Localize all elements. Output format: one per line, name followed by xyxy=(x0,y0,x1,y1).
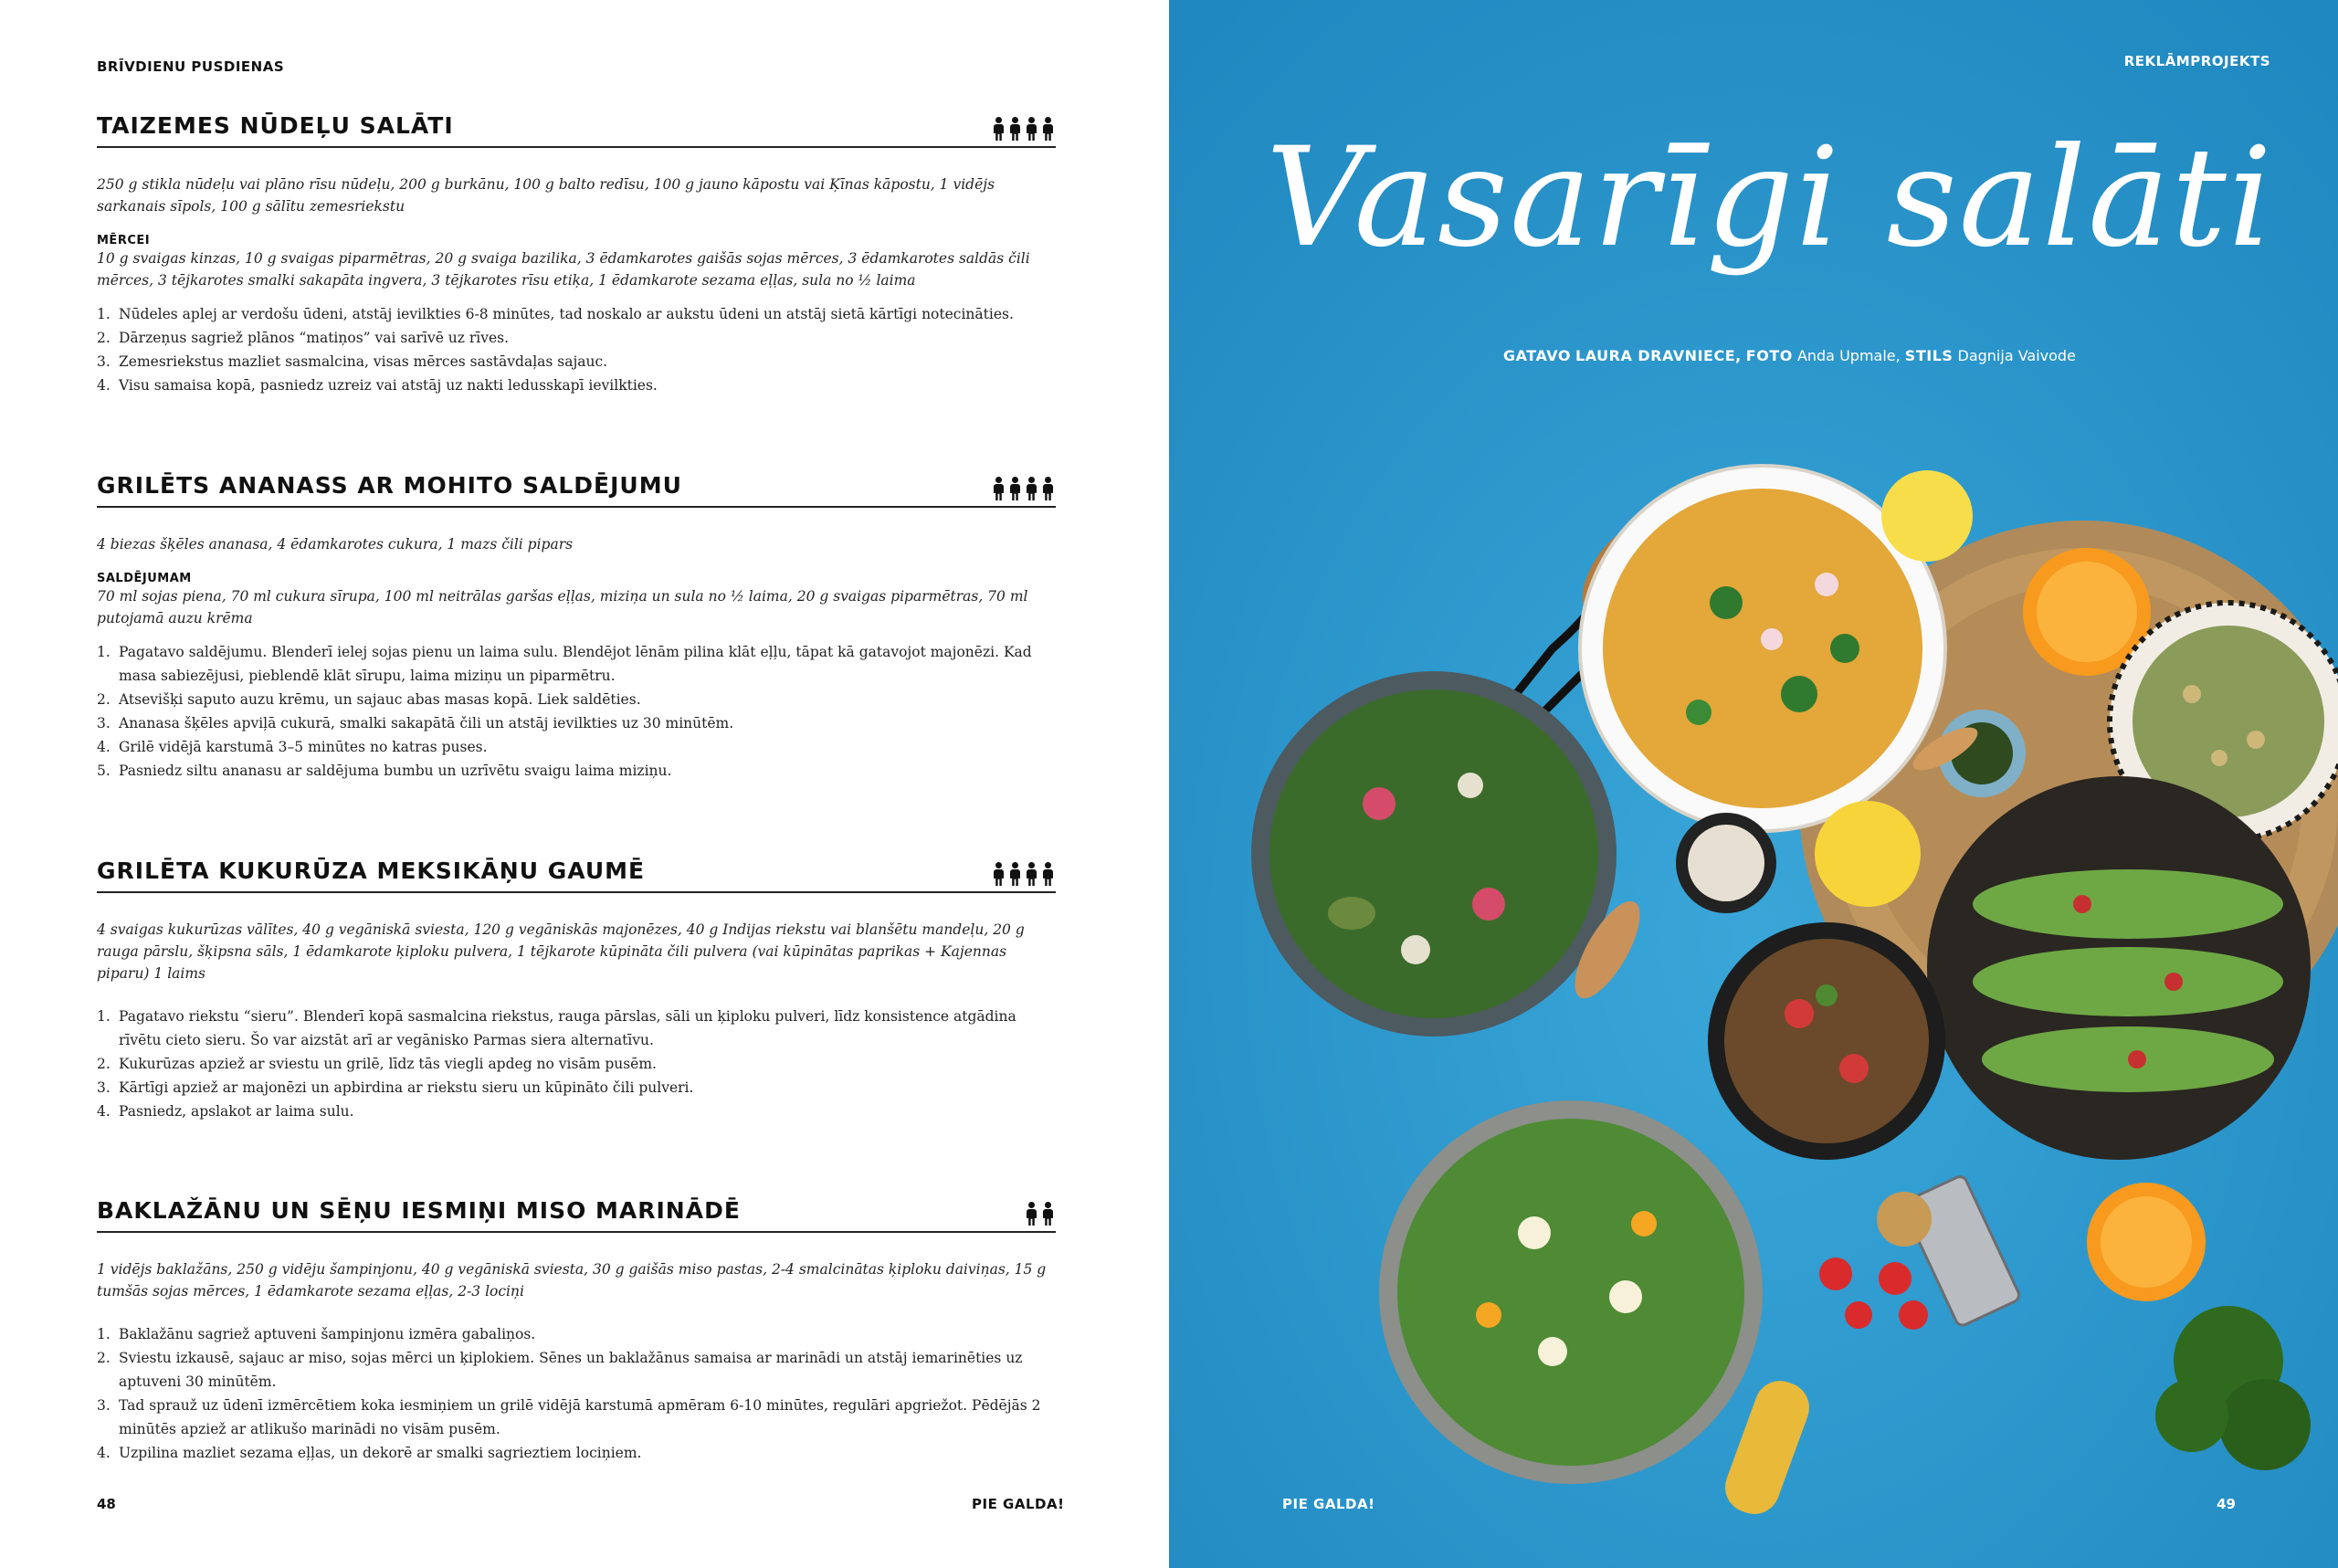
sub-ingredients: 70 ml sojas piena, 70 ml cukura sīrupa, 100 ml neitrālas garšas eļļas, miziņa un sula no ½ laima, 20 g svaigas piparmētras, 70 ml putojamā auzu krēma xyxy=(97,588,1028,626)
servings-indicator xyxy=(1026,1202,1054,1226)
step-number: 1. xyxy=(97,1008,111,1025)
step-text: Atsevišķi saputo auzu krēmu, un sajauc abas masas kopā. Liek saldēties. xyxy=(119,691,641,708)
recipe-steps xyxy=(97,640,1056,783)
credits xyxy=(1503,347,2076,364)
recipe-steps xyxy=(97,1322,1056,1465)
person-icon xyxy=(1042,862,1054,886)
step-text: Zemesriekstus mazliet sasmalcina, visas mērces sastāvdaļas sajauc. xyxy=(119,353,608,370)
person-icon xyxy=(1026,477,1037,500)
magazine-name-right: PIE GALDA! xyxy=(1282,1496,1375,1512)
green-salad-plate-left xyxy=(1251,671,1617,1037)
promo-label: REKLĀMPROJEKTS xyxy=(2123,53,2270,69)
recipe-title: BAKLAŽĀNU UN SĒŅU IESMIŅI MISO MARINĀDĒ xyxy=(97,1197,741,1224)
page-number-right: 49 xyxy=(2217,1496,2236,1512)
credit-name-style: Dagnija Vaivode xyxy=(1957,347,2076,364)
person-icon xyxy=(1009,862,1021,886)
step-text: Pasniedz, apslakot ar laima sulu. xyxy=(119,1103,354,1120)
recipe-grilled-pineapple xyxy=(97,462,1056,783)
person-icon xyxy=(993,862,1005,886)
step-text: Sviestu izkausē, sajauc ar miso, sojas mērci un ķiplokiem. Sēnes un baklažānus samaisa ar marinādi un atstāj iemarinēties uz aptuveni 30 minūtēm. xyxy=(119,1350,1023,1390)
person-icon xyxy=(1026,117,1037,141)
recipe-ingredients: 1 vidējs baklažāns, 250 g vidēju šampinjonu, 40 g vegāniskā sviesta, 30 g gaišās miso pastas, 2-4 smalcinātas ķiploku daiviņas, 15 g tumšās sojas mērces, 1 ēdamkarote sezama eļļas, 2-3 lociņi xyxy=(97,1261,1047,1300)
step-number: 3. xyxy=(97,715,111,731)
recipe-step xyxy=(97,1052,1056,1076)
recipe-header xyxy=(97,462,1056,508)
credit-role-style: STILS xyxy=(1904,347,1954,364)
recipe-step xyxy=(97,1346,1056,1394)
recipe-step xyxy=(97,1076,1056,1100)
recipe-steps xyxy=(97,302,1056,397)
sub-heading: MĒRCEI xyxy=(97,234,151,247)
recipe-ingredients: 4 svaigas kukurūzas vālītes, 40 g vegāniskā sviesta, 120 g vegāniskās majonēzes, 40 g Indijas riekstu vai blanšētu mandeļu, 20 g rauga pārslu, šķipsna sāls, 1 ēdamkarote ķiploku pulvera, 1 tējkarote kūpināta čili pulvera (vai kūpinātas paprikas + Kajennas piparu) 1 laims xyxy=(97,921,1025,982)
step-text: Kārtīgi apziež ar majonēzi un apbirdina ar riekstu sieru un kūpināto čili pulveri. xyxy=(119,1079,694,1096)
step-number: 1. xyxy=(97,306,111,322)
person-icon xyxy=(1009,477,1021,500)
recipe-header xyxy=(97,102,1056,148)
credit-role-cook: GATAVO xyxy=(1503,347,1571,364)
recipe-step xyxy=(97,640,1056,688)
credit-name-cook: LAURA DRAVNIECE, xyxy=(1575,347,1742,364)
recipe-title: GRILĒTS ANANASS AR MOHITO SALDĒJUMU xyxy=(97,472,682,499)
asparagus-salad-plate xyxy=(1379,1100,1763,1484)
recipe-header xyxy=(97,847,1056,893)
step-number: 4. xyxy=(97,1103,111,1120)
recipe-step xyxy=(97,1100,1056,1123)
person-icon xyxy=(1009,117,1021,141)
step-number: 4. xyxy=(97,377,111,394)
step-number: 2. xyxy=(97,691,111,708)
recipe-title: TAIZEMES NŪDEĻU SALĀTI xyxy=(97,112,454,139)
yeast-flakes-cup xyxy=(1877,1192,1932,1247)
recipe-step xyxy=(97,302,1056,326)
step-number: 4. xyxy=(97,1445,111,1461)
recipe-step xyxy=(97,1322,1056,1346)
step-number: 1. xyxy=(97,644,111,660)
step-number: 2. xyxy=(97,1056,111,1072)
step-text: Ananasa šķēles apviļā cukurā, smalki sakapātā čili un atstāj ievilkties uz 30 minūtēm. xyxy=(119,715,734,731)
step-number: 3. xyxy=(97,353,111,370)
person-icon xyxy=(1042,477,1054,500)
step-text: Nūdeles aplej ar verdošu ūdeni, atstāj ievilkties 6-8 minūtes, tad noskalo ar aukstu ūdeni un atstāj sietā kārtīgi notecināties. xyxy=(119,306,1014,322)
sub-heading: SALDĒJUMAM xyxy=(97,572,192,585)
servings-indicator xyxy=(993,862,1054,886)
recipe-header xyxy=(97,1187,1056,1233)
step-text: Uzpilina mazliet sezama eļļas, un dekorē ar smalki sagrieztiem lociņiem. xyxy=(119,1445,642,1461)
step-number: 1. xyxy=(97,1326,111,1342)
recipe-mexican-corn xyxy=(97,847,1056,1123)
sub-ingredients: 10 g svaigas kinzas, 10 g svaigas piparmētras, 20 g svaiga bazilika, 3 ēdamkarotes gaišās sojas mērces, 3 ēdamkarotes saldās čili mērces, 3 tējkarotes smalki sakapāta ingvera, 3 tējkarotes rīsu etiķa, 1 ēdamkarote sezama eļļas, sula no ½ laima xyxy=(97,250,1030,289)
step-text: Pagatavo saldējumu. Blenderī ielej sojas pienu un laima sulu. Blendējot lēnām pilina klāt eļļu, tāpat kā gatavojot majonēzi. Kad masa sabiezējusi, pieblendē klāt sīrupu, laima miziņu un piparmētru. xyxy=(119,644,1032,684)
step-number: 2. xyxy=(97,330,111,346)
step-text: Baklažānu sagriež aptuveni šampinjonu izmēra gabaliņos. xyxy=(119,1326,536,1342)
recipe-step xyxy=(97,1005,1056,1052)
recipe-ingredients: 250 g stikla nūdeļu vai plāno rīsu nūdeļu, 200 g burkānu, 100 g balto redīsu, 100 g jauno kāpostu vai Ķīnas kāpostu, 1 vidējs sarkanais sīpols, 100 g sālītu zemesriekstu xyxy=(97,176,995,215)
step-text: Pagatavo riekstu “sieru”. Blenderī kopā sasmalcina riekstus, rauga pārslas, sāli un ķiploku pulveri, līdz konsistence atgādina rīvētu cieto sieru. Šo var aizstāt arī ar vegānisko Parmas siera alternatīvu. xyxy=(119,1008,1016,1048)
recipe-step xyxy=(97,711,1056,735)
step-text: Kukurūzas apziež ar sviestu un grilē, līdz tās viegli apdeg no visām pusēm. xyxy=(119,1056,657,1072)
cherry-tomato xyxy=(1819,1258,1852,1290)
step-number: 3. xyxy=(97,1397,111,1414)
recipe-step xyxy=(97,759,1056,783)
headline: Vasarīgi salāti xyxy=(1266,119,2274,278)
person-icon xyxy=(1026,862,1037,886)
step-number: 2. xyxy=(97,1350,111,1366)
person-icon xyxy=(993,477,1005,500)
step-text: Dārzeņus sagriež plānos “matiņos” vai sarīvē uz rīves. xyxy=(119,330,510,346)
lemon-half xyxy=(1881,470,1973,562)
step-text: Grilē vidējā karstumā 3–5 minūtes no katras puses. xyxy=(119,739,488,755)
right-page xyxy=(1169,0,2338,1568)
person-icon xyxy=(1042,1202,1054,1226)
step-text: Pasniedz siltu ananasu ar saldējuma bumbu un uzrīvētu svaigu laima miziņu. xyxy=(119,763,672,779)
step-number: 4. xyxy=(97,739,111,755)
recipe-steps xyxy=(97,1005,1056,1123)
magazine-name-left: PIE GALDA! xyxy=(972,1496,1065,1512)
whole-lemon xyxy=(1815,801,1921,907)
recipe-step xyxy=(97,688,1056,711)
recipe-step xyxy=(97,374,1056,397)
lettuce-wraps-board xyxy=(1927,776,2311,1160)
recipe-step xyxy=(97,735,1056,759)
person-icon xyxy=(993,117,1005,141)
strawberry-salad-bowl xyxy=(1708,922,1945,1160)
credit-role-photo: FOTO xyxy=(1745,347,1793,364)
recipe-title: GRILĒTA KUKURŪZA MEKSIKĀŅU GAUMĒ xyxy=(97,858,646,884)
recipe-step xyxy=(97,1394,1056,1441)
recipe-step xyxy=(97,326,1056,350)
page-number-left: 48 xyxy=(97,1496,116,1512)
recipe-eggplant-skewers xyxy=(97,1187,1056,1465)
recipe-step xyxy=(97,1441,1056,1465)
servings-indicator xyxy=(993,477,1054,500)
step-number: 3. xyxy=(97,1079,111,1096)
step-text: Visu samaisa kopā, pasniedz uzreiz vai atstāj uz nakti ledusskapī ievilkties. xyxy=(119,377,658,394)
person-icon xyxy=(1042,117,1054,141)
recipe-ingredients: 4 biezas šķēles ananasa, 4 ēdamkarotes cukura, 1 mazs čili pipars xyxy=(97,536,574,552)
section-label: BRĪVDIENU PUSDIENAS xyxy=(97,58,285,75)
step-text: Tad sprauž uz ūdenī izmērcētiem koka iesmiņiem un grilē vidējā karstumā apmēram 6-10 minūtes, regulāri apgriežot. Pēdējās 2 minūtēs apziež ar atlikušo marinādi no visām pusēm. xyxy=(119,1397,1041,1437)
recipe-thai-noodle-salad xyxy=(97,102,1056,397)
step-number: 5. xyxy=(97,763,111,779)
recipe-step xyxy=(97,350,1056,374)
person-icon xyxy=(1026,1202,1037,1226)
credit-name-photo: Anda Upmale, xyxy=(1796,347,1901,364)
servings-indicator xyxy=(993,117,1054,141)
